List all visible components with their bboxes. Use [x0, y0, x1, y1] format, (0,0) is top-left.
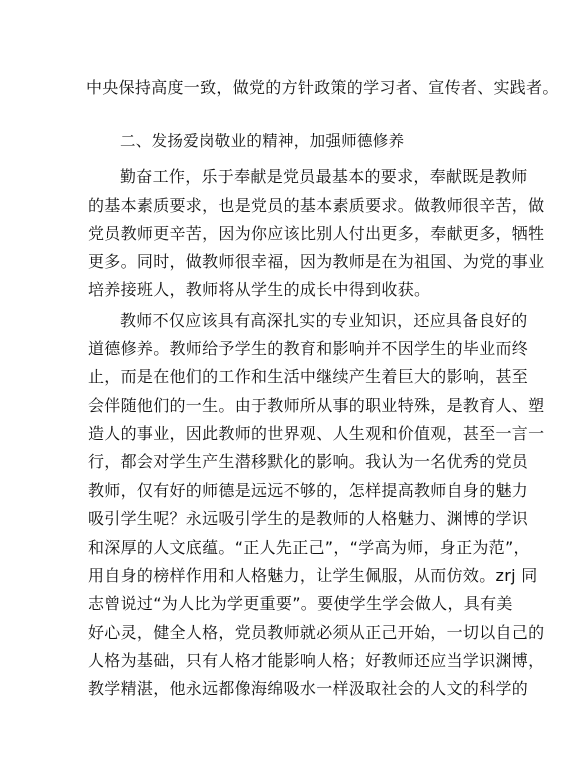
text-line: 教学精湛，他永远都像海绵吸水一样汲取社会的人文的科学的: [88, 679, 529, 698]
text-line: 党员教师更辛苦，因为你应该比别人付出更多，奉献更多，牺牲: [88, 224, 545, 243]
text-line: 用自身的榜样作用和人格魅力，让学生佩服，从而仿效。zrj 同: [88, 566, 538, 585]
text-line: 培养接班人，教师将从学生的成长中得到收获。: [88, 280, 431, 299]
section-heading: 二、发扬爱岗敬业的精神，加强师德修养: [120, 132, 405, 150]
text-line: 道德修养。教师给予学生的教育和影响并不因学生的毕业而终: [88, 339, 529, 358]
text-line: 勤奋工作，乐于奉献是党员最基本的要求，奉献既是教师: [120, 167, 528, 186]
text-line: 更多。同时，做教师很幸福，因为教师是在为祖国、为党的事业: [88, 252, 545, 271]
text-line: 中央保持高度一致，做党的方针政策的学习者、宣传者、实践者。: [86, 78, 559, 97]
text-line: 的基本素质要求，也是党员的基本素质要求。做教师很辛苦，做: [88, 196, 545, 215]
text-line: 和深厚的人文底蕴。“正人先正己”，“学高为师，身正为范”，: [88, 538, 530, 557]
text-line: 会伴随他们的一生。由于教师所从事的职业特殊，是教育人、塑: [88, 396, 545, 415]
text-line: 志曾说过“为人比为学更重要”。要使学生学会做人，具有美: [88, 594, 513, 613]
text-line: 吸引学生呢？永远吸引学生的是教师的人格魅力、渊博的学识: [88, 509, 529, 528]
text-line: 造人的事业，因此教师的世界观、人生观和价值观，甚至一言一: [88, 424, 545, 443]
text-line: 行，都会对学生产生潜移默化的影响。我认为一名优秀的党员: [88, 452, 529, 471]
text-line: 教师，仅有好的师德是远远不够的，怎样提高教师自身的魅力: [88, 481, 529, 500]
text-line: 教师不仅应该具有高深扎实的专业知识，还应具备良好的: [120, 311, 528, 330]
text-line: 人格为基础，只有人格才能影响人格；好教师还应当学识渊博，: [88, 651, 545, 670]
text-line: 好心灵，健全人格，党员教师就必须从正己开始，一切以自己的: [88, 623, 545, 642]
text-line: 止，而是在他们的工作和生活中继续产生着巨大的影响，甚至: [88, 367, 529, 386]
